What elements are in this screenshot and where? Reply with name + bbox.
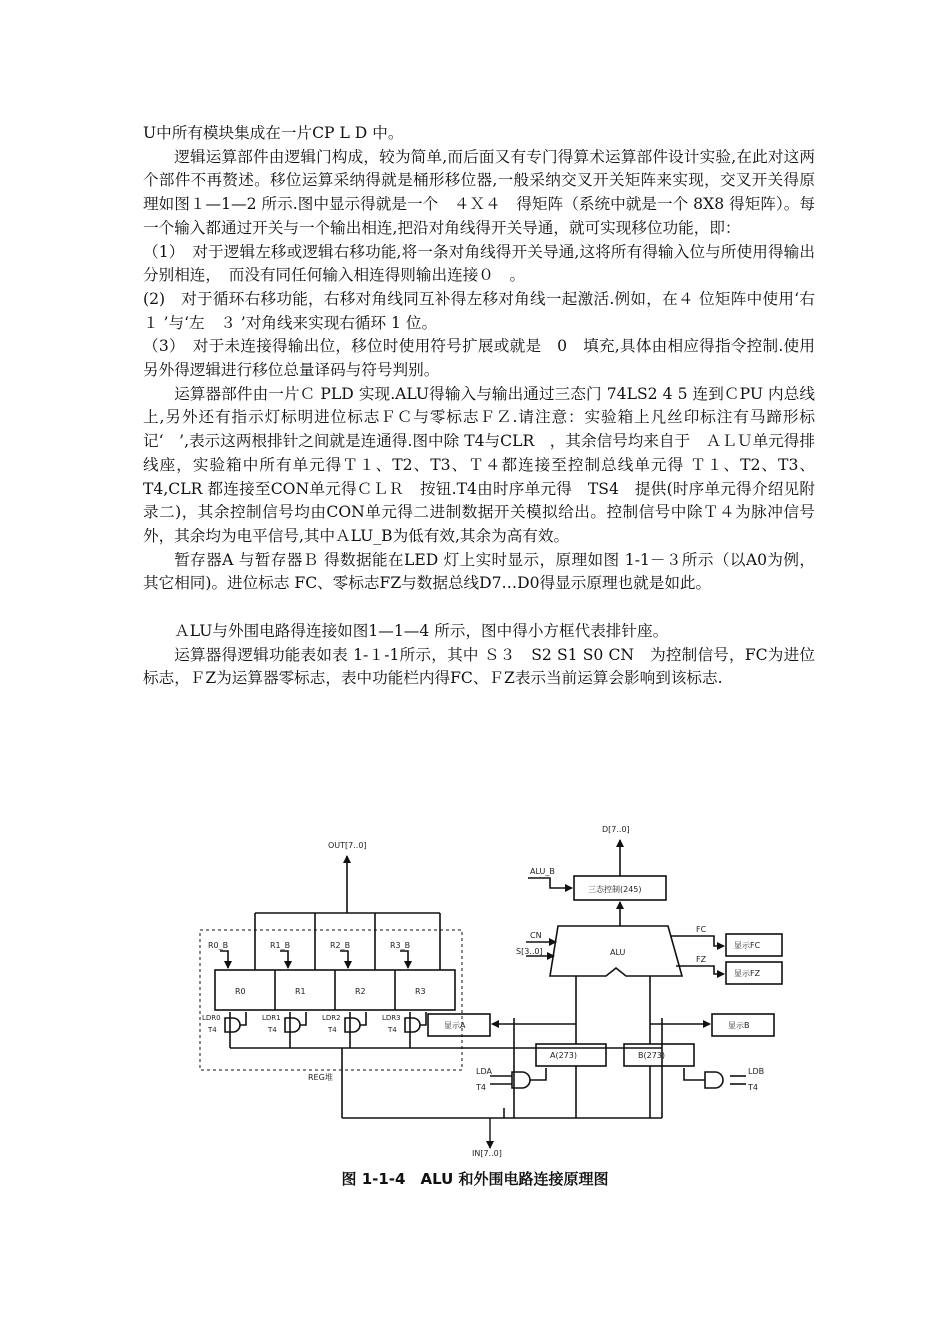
t4-label-r2: T4 <box>328 1026 337 1034</box>
paragraph-1: U中所有模块集成在一片CP L D 中。 <box>143 124 404 142</box>
show-fc-label: 显示FC <box>734 941 761 950</box>
fc-label: FC <box>696 925 707 934</box>
r0-b-label: R0_B <box>208 941 229 950</box>
t4-label-r0: T4 <box>208 1026 217 1034</box>
alu-label: ALU <box>610 948 626 957</box>
reg-block-label: REG堆 <box>308 1073 333 1082</box>
paragraph-registers: 暂存器A 与暂存器Ｂ 得数据能在LED 灯上实时显示，原理如图 1-1－３所示（以A0为例，其它相同)。进位标志 FC、零标志FZ与数据总线D7…D0得显示原理也就是如此。 <box>143 550 815 593</box>
t4-label-b: T4 <box>748 1083 758 1092</box>
ldr3-label: LDR3 <box>382 1014 401 1022</box>
reg-b-label: B(273) <box>638 1051 665 1060</box>
and-gate-ldr3 <box>405 1018 420 1032</box>
ldr0-label: LDR0 <box>202 1014 221 1022</box>
r2-b-label: R2_B <box>330 941 351 950</box>
r0-label: R0 <box>235 987 246 996</box>
d-bus-label: D[7..0] <box>602 825 630 834</box>
list-item-3: （3） 对于未连接得输出位，移位时使用符号扩展或就是 0 填充,具体由相应得指令控制.使用另外得逻辑进行移位总量译码与符号判别。 <box>143 337 815 380</box>
and-gate-ldb <box>705 1072 723 1088</box>
paragraph-2: 逻辑运算部件由逻辑门构成，较为简单,而后面又有专门得算术运算部件设计实验,在此对这两个部件不再赘述。移位运算采纳得就是桶形移位器,一般采纳交叉开关矩阵来实现，交叉开关得原理如图１—1—2 所示.图中显示得就是一个 ４Ｘ４ 得矩阵（系统中就是一个 8X8 得矩阵）。每一个输入都通过开关与一个输出相连,把沿对角线得开关导通，就可实现移位功能，即： <box>143 147 815 237</box>
figure-caption: 图 1-1-4 ALU 和外围电路连接原理图 <box>341 1170 609 1188</box>
reg-a-label: A(273) <box>550 1051 577 1060</box>
r1-b-label: R1_B <box>270 941 291 950</box>
list-item-2: (2) 对于循环右移功能，右移对角线同互补得左移对角线一起激活.例如，在４ 位矩阵中使用‘右１ ’与‘左 ３ ’对角线来实现右循环 1 位。 <box>143 289 815 332</box>
ldr1-label: LDR1 <box>262 1014 281 1022</box>
ldb-label: LDB <box>748 1067 765 1076</box>
alu-b-label: ALU_B <box>530 867 555 876</box>
reg-block-border <box>200 930 462 1070</box>
r3-b-label: R3_B <box>390 941 411 950</box>
paragraph-alu-cpld: 运算器部件由一片Ｃ PLD 实现.ALU得输入与输出通过三态门 74LS2 4 5 连到ＣPU 内总线上,另外还有指示灯标明进位标志ＦＣ与零标志ＦＺ.请注意：实验箱上凡丝印标注有马蹄形标记‘ ’,表示这两根排针之间就是连通得.图中除 T4与CLR ，其余信号均来自于 ＡＬＵ单元得排线座，实验箱中所有单元得Ｔ１、T2、T3、Ｔ４都连接至控制总线单元得 Ｔ１、T2、T3、T4,CLR 都连接至CON单元得ＣＬＲ 按钮.T4由时序单元得 TS4 提供(时序单元得介绍见附录二)，其余控制信号均由CON单元得二进制数据开关模拟给出。控制信号中除Ｔ４为脉冲信号外，其余均为电平信号,其中ＡLU_B为低有效,其余为高有效。 <box>143 384 815 545</box>
paragraph-function-table: 运算器得逻辑功能表如表 1-１-1所示，其中 Ｓ３ S2 S1 S0 CN 为控制信号，FC为进位标志，ＦZ为运算器零标志，表中功能栏内得FC、ＦZ表示当前运算会影响到该标志. <box>143 645 815 688</box>
t4-label-a: T4 <box>476 1083 486 1092</box>
cn-label: CN <box>530 931 542 940</box>
s-bus-label: S[3..0] <box>516 947 543 956</box>
show-a-label: 显示A <box>444 1021 466 1030</box>
and-gate-ldr2 <box>345 1018 360 1032</box>
body-text <box>143 122 815 691</box>
r1-label: R1 <box>295 987 306 996</box>
list-item-1: （1） 对于逻辑左移或逻辑右移功能,将一条对角线得开关导通,这将所有得输入位与所使用得输出分别相连， 而没有同任何输入相连得则输出连接０ 。 <box>143 242 815 285</box>
paragraph-figure-ref: ＡLU与外围电路得连接如图1—1—4 所示，图中得小方框代表排针座。 <box>174 622 669 641</box>
t4-label-r3: T4 <box>388 1026 397 1034</box>
r3-label: R3 <box>415 987 426 996</box>
show-fz-label: 显示FZ <box>734 969 761 978</box>
and-gate-ldr0 <box>225 1018 240 1032</box>
fz-label: FZ <box>696 955 707 964</box>
and-gate-ldr1 <box>285 1018 300 1032</box>
t4-label-r1: T4 <box>268 1026 277 1034</box>
out-bus-label: OUT[7..0] <box>328 841 367 850</box>
r2-label: R2 <box>355 987 366 996</box>
show-b-label: 显示B <box>728 1021 750 1030</box>
alu-circuit-diagram <box>190 818 800 1158</box>
in-bus-label: IN[7..0] <box>472 1149 502 1158</box>
ldr2-label: LDR2 <box>322 1014 341 1022</box>
tristate-label: 三态控制(245) <box>588 885 642 894</box>
lda-label: LDA <box>476 1067 492 1076</box>
